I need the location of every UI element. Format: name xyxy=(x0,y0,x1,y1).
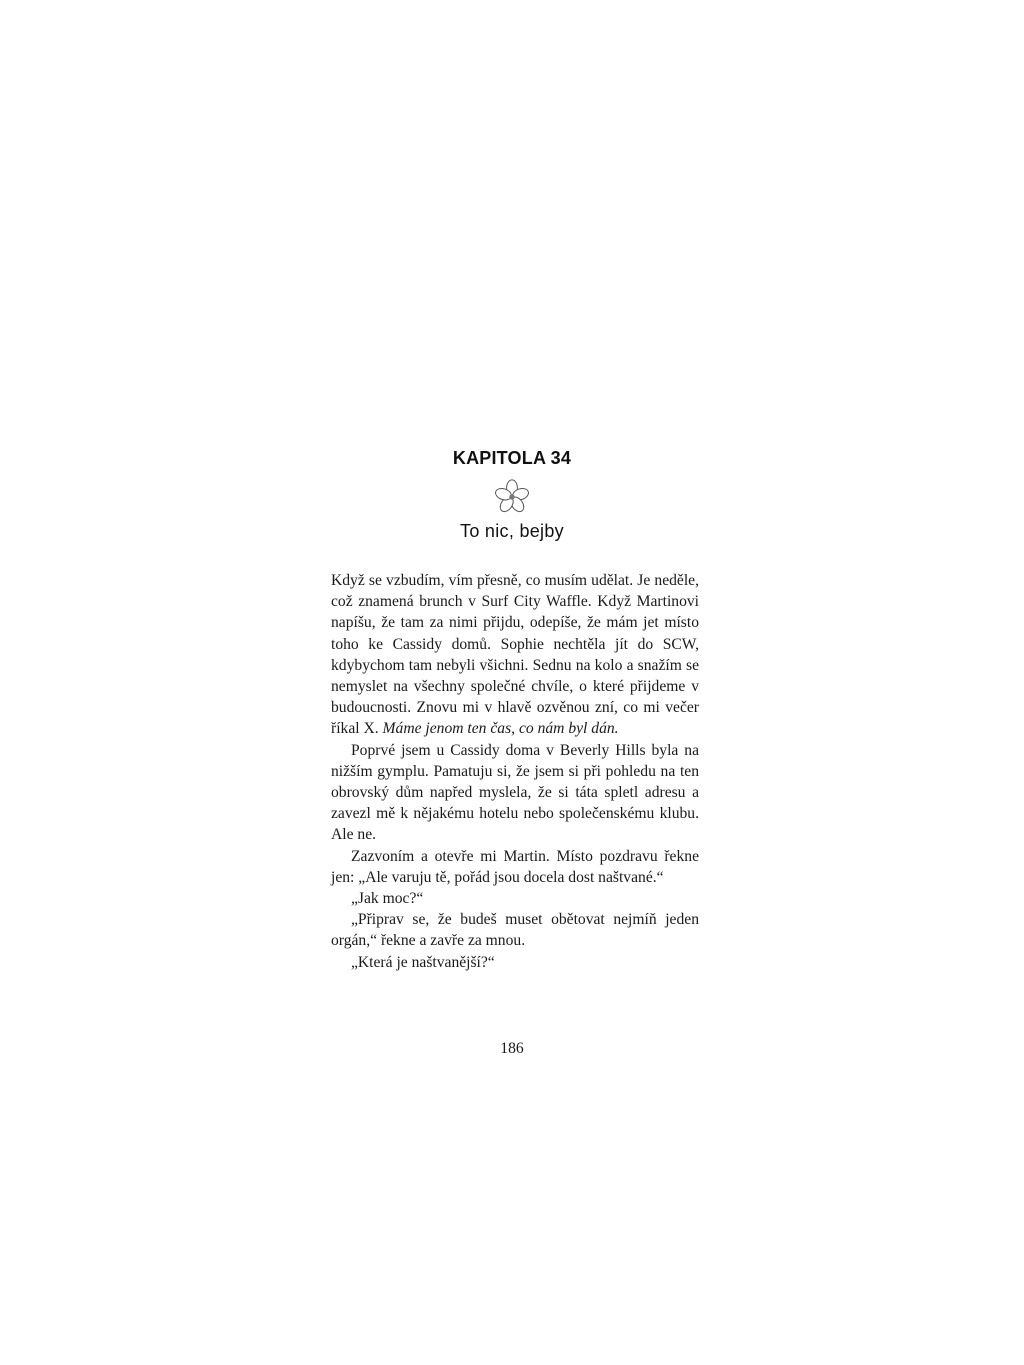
paragraph: Zazvoním a otevře mi Martin. Místo pozdravu řekne jen: „Ale varuju tě, pořád jsou docela dost naštvané.“ xyxy=(331,847,699,886)
body-text xyxy=(331,570,699,973)
paragraph: „Která je naštvanější?“ xyxy=(351,953,495,971)
flower-icon xyxy=(494,479,530,515)
paragraph-text: Když se vzbudím, vím přesně, co musím udělat. Je neděle, což znamená brunch v Surf City Waffle. Když Martinovi napíšu, že tam za nimi přijdu, odepíše, že mám jet místo toho ke Cassidy domů. Sophie nechtěla jít do SCW, kdybychom tam nebyli všichni. Sednu na kolo a snažím se nemyslet na všechny společné chvíle, o které přijdeme v budoucnosti. Znovu mi v hlavě ozvěnou zní, co mi večer říkal X. xyxy=(331,572,699,738)
chapter-heading xyxy=(0,448,1024,542)
paragraph: „Jak moc?“ xyxy=(351,890,424,908)
italic-quote: Máme jenom ten čas, co nám byl dán. xyxy=(382,720,619,738)
paragraph xyxy=(331,570,699,740)
page-number: 186 xyxy=(500,1040,524,1057)
paragraph: „Připrav se, že budeš muset obětovat nejmíň jeden orgán,“ řekne a zavře za mnou. xyxy=(331,911,699,950)
paragraph: Poprvé jsem u Cassidy doma v Beverly Hills byla na nižším gymplu. Pamatuju si, že jsem si při pohledu na ten obrovský dům napřed myslela, že si táta spletl adresu a zavezl mě k nějakému hotelu nebo společenskému klubu. Ale ne. xyxy=(331,741,699,844)
chapter-label: KAPITOLA 34 xyxy=(452,448,572,468)
chapter-title: To nic, bejby xyxy=(460,521,564,541)
